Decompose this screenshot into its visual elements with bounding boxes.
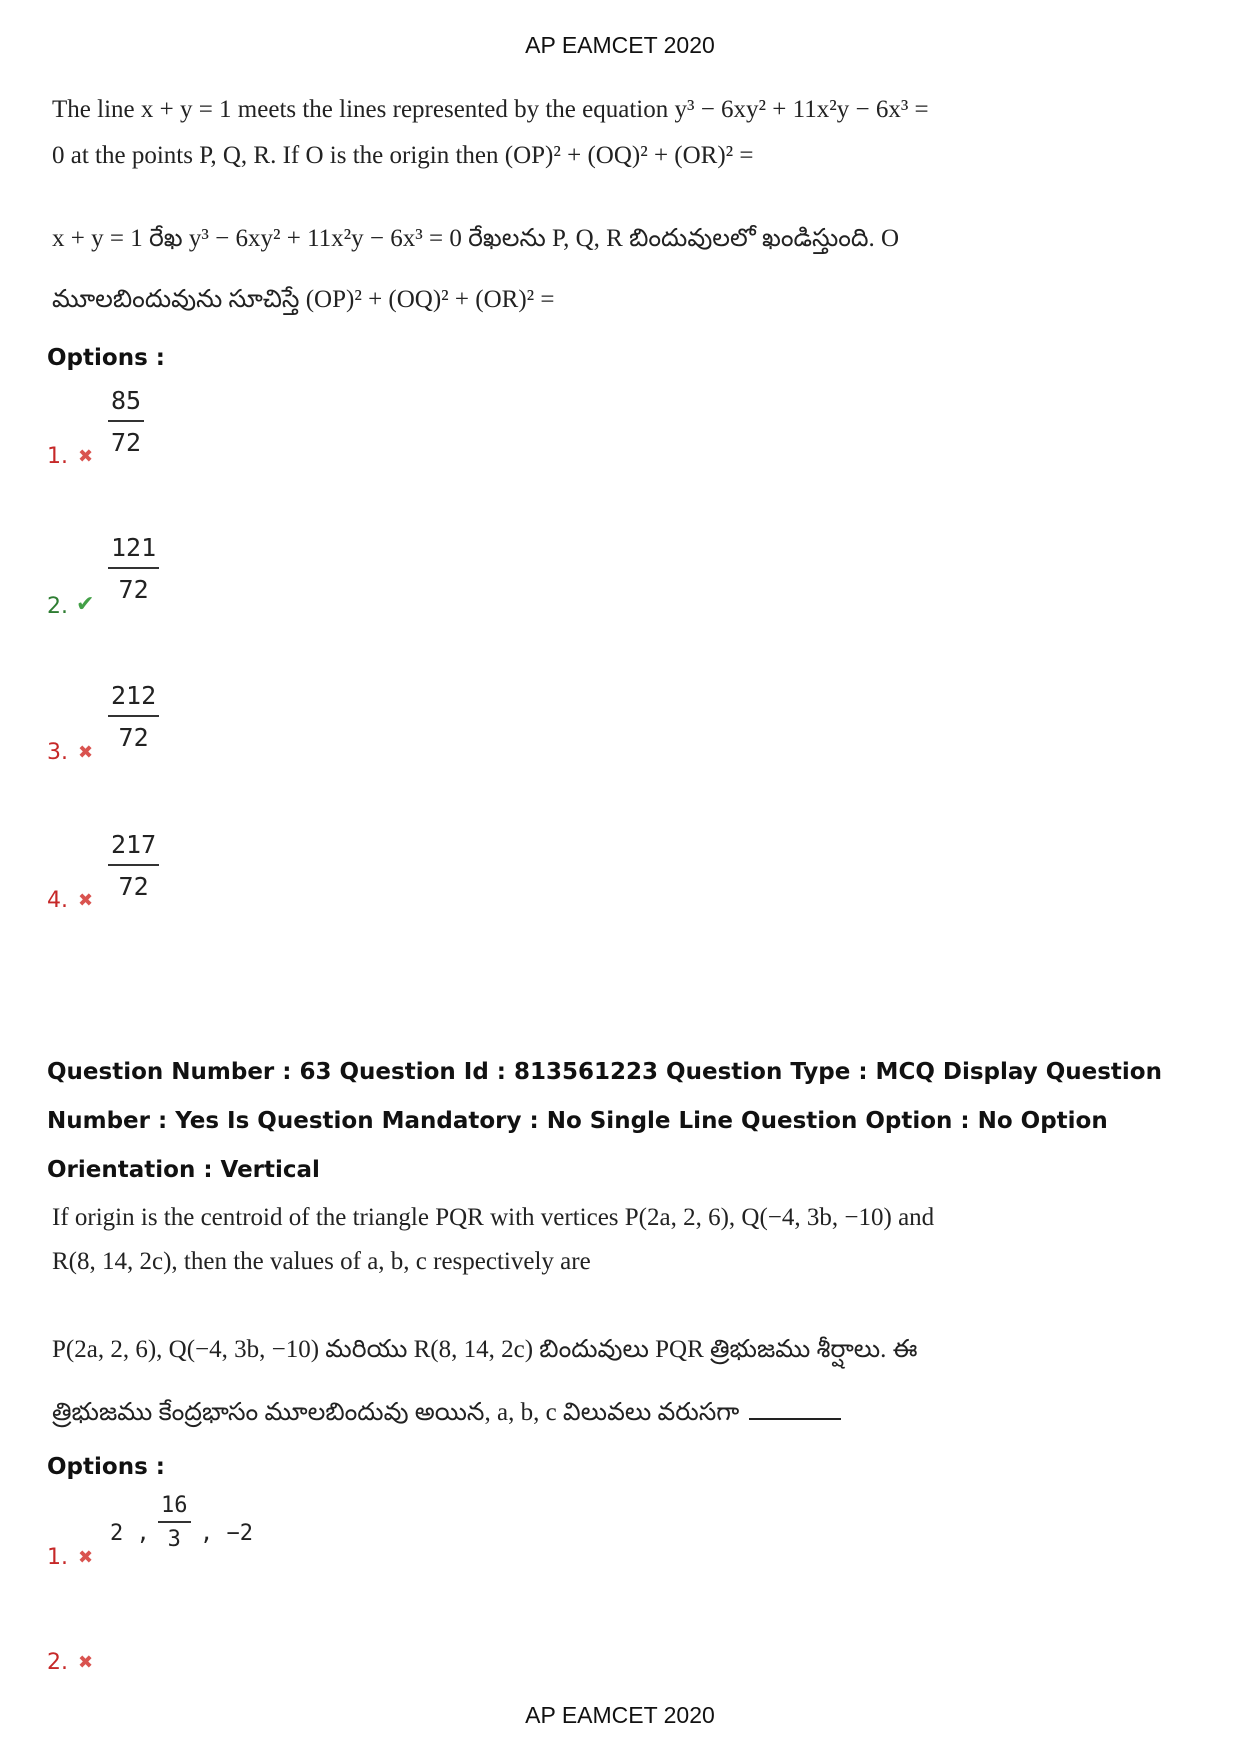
wrong-icon: ✖ [78, 890, 94, 911]
numerator: 121 [111, 533, 157, 562]
option-2-fraction [108, 533, 159, 604]
question-meta [47, 1048, 1187, 1195]
question-meta-line2: Number : Yes Is Question Mandatory : No Single Line Question Option : No Option [47, 1108, 1108, 1134]
question-text-en-line2: R(8, 14, 2c), then the values of a, b, c respectively are [52, 1248, 591, 1275]
wrong-icon: ✖ [78, 1652, 94, 1673]
answer-blank [749, 1396, 841, 1420]
numerator: 212 [111, 681, 157, 710]
denominator: 3 [167, 1527, 181, 1552]
question-text-te-line1: P(2a, 2, 6), Q(−4, 3b, −10) మరియు R(8, 14, 2c) బిందువులు PQR త్రిభుజము శీర్షాలు. ఈ [52, 1336, 918, 1363]
question-text-en-line2: 0 at the points P, Q, R. If O is the origin then (OP)² + (OQ)² + (OR)² = [52, 142, 754, 169]
option-1-fraction [158, 1493, 191, 1552]
option-4-number[interactable]: 4. [47, 888, 68, 913]
question-text-en-line1: The line x + y = 1 meets the lines represented by the equation y³ − 6xy² + 11x²y − 6x³ = [52, 96, 929, 123]
option-1-fraction [108, 386, 144, 457]
numerator: 16 [161, 1493, 188, 1518]
options-label: Options : [47, 345, 165, 371]
option-1-post: , −2 [200, 1521, 253, 1546]
denominator: 72 [111, 428, 142, 457]
option-3-fraction [108, 681, 159, 752]
numerator: 85 [111, 386, 142, 415]
options-label: Options : [47, 1454, 165, 1480]
fraction-bar [108, 420, 144, 422]
question-text-te-line2: మూలబిందువును సూచిస్తే (OP)² + (OQ)² + (OR)² = [52, 286, 555, 313]
question-text-te-line2: త్రిభుజము కేంద్రభాసం మూలబిందువు అయిన, a, b, c విలువలు వరుసగా [52, 1399, 740, 1426]
option-3-number[interactable]: 3. [47, 740, 68, 765]
option-4-fraction [108, 830, 159, 901]
numerator: 217 [111, 830, 157, 859]
question-text-te-line2-wrap [52, 1396, 841, 1433]
wrong-icon: ✖ [78, 1547, 94, 1568]
page-header: AP EAMCET 2020 [525, 32, 715, 58]
option-1-pre: 2 , [110, 1521, 150, 1546]
page-footer: AP EAMCET 2020 [525, 1702, 715, 1728]
option-1-number[interactable]: 1. [47, 444, 68, 469]
fraction-bar [108, 864, 159, 866]
question-meta-line1: Question Number : 63 Question Id : 813561223 Question Type : MCQ Display Question [47, 1059, 1162, 1085]
check-icon: ✔ [76, 592, 95, 617]
option-2-number[interactable]: 2. [47, 594, 68, 619]
question-text-en-line1: If origin is the centroid of the triangle PQR with vertices P(2a, 2, 6), Q(−4, 3b, −10) and [52, 1204, 935, 1231]
fraction-bar [158, 1521, 191, 1523]
wrong-icon: ✖ [78, 742, 94, 763]
fraction-bar [108, 567, 159, 569]
fraction-bar [108, 715, 159, 717]
wrong-icon: ✖ [78, 446, 94, 467]
denominator: 72 [118, 872, 149, 901]
question-text-te-line1: x + y = 1 రేఖ y³ − 6xy² + 11x²y − 6x³ = 0 రేఖలను P, Q, R బిందువులలో ఖండిస్తుంది. O [52, 225, 900, 252]
option-1-number[interactable]: 1. [47, 1545, 68, 1570]
question-meta-line3: Orientation : Vertical [47, 1157, 320, 1183]
option-2-number[interactable]: 2. [47, 1650, 68, 1675]
denominator: 72 [118, 723, 149, 752]
denominator: 72 [118, 575, 149, 604]
